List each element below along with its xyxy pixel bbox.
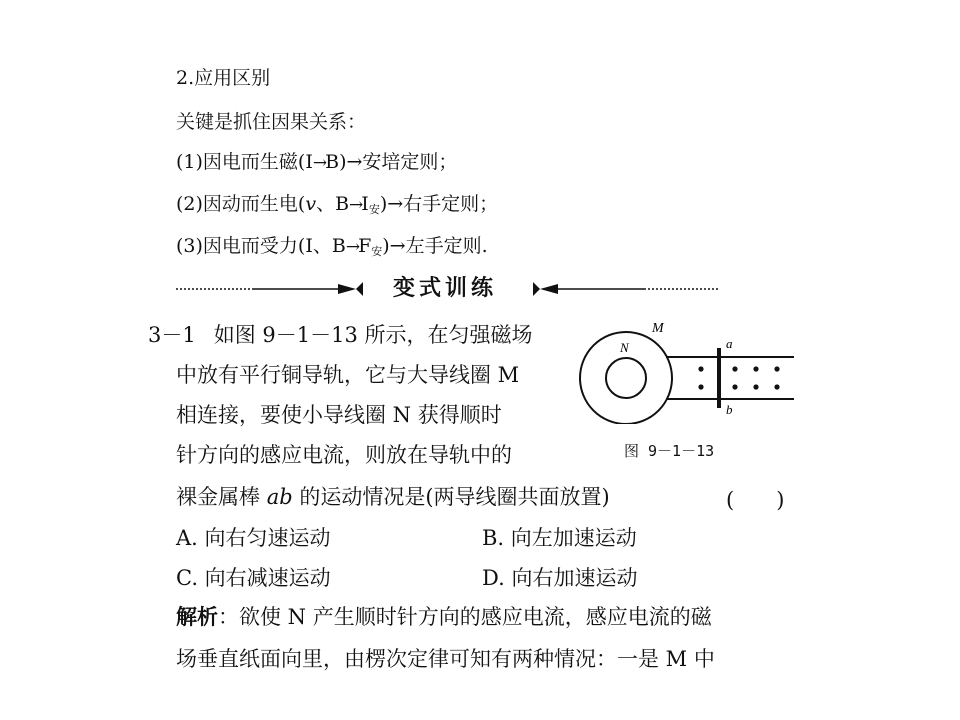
left-arrow-head-icon (338, 284, 356, 294)
label-a: a (726, 336, 733, 351)
label-m: M (652, 321, 664, 336)
figure-caption: 图 9－1－13 (624, 442, 715, 460)
rule-1-I: I (305, 151, 313, 173)
rule-2-prefix: (2)因动而生电( (176, 193, 306, 215)
arrow-icon: → (349, 195, 362, 215)
rule-3 (176, 234, 488, 264)
option-c[interactable]: C. 向右减速运动 (176, 566, 331, 590)
label-n: N (620, 340, 629, 355)
question-text-1: 如图 9－1－13 所示，在匀强磁场 (213, 323, 533, 347)
section-heading: 2.应用区别 (176, 67, 271, 89)
question-line-3: 相连接，要使小导线圈 N 获得顺时 (176, 403, 502, 427)
rule-3-B: B (331, 235, 346, 257)
question-line-5 (176, 484, 610, 510)
rule-3-F: F (358, 235, 372, 257)
rule-3-sep: 、 (312, 235, 332, 257)
option-a[interactable]: A. 向右匀速运动 (176, 526, 331, 550)
magnetic-field-dots (698, 366, 779, 389)
rule-3-suffix: )→左手定则. (382, 235, 488, 257)
rule-1-prefix: (1)因电而生磁( (176, 151, 306, 173)
question-number: 3－1 (148, 323, 196, 347)
question-text-5-post: 的运动情况是(两导线圈共面放置) (292, 485, 610, 509)
rule-3-I: I (305, 235, 313, 257)
banner-title: 变式训练 (392, 276, 497, 301)
question-line-4: 针方向的感应电流，则放在导轨中的 (176, 443, 512, 467)
rule-2-v: v (305, 193, 317, 215)
figure-9-1-13 (574, 314, 800, 424)
answer-bracket: ( ) (726, 488, 785, 512)
coil-n (606, 358, 646, 398)
question-line-2: 中放有平行铜导轨，它与大导线圈 M (176, 363, 520, 387)
label-b: b (726, 402, 733, 417)
rule-2-suffix: )→右手定则； (379, 193, 499, 215)
rule-2 (176, 192, 498, 222)
analysis-line-1 (176, 604, 712, 630)
rule-1-B: B (325, 151, 340, 173)
rod-ab-label: ab (266, 485, 293, 509)
option-d[interactable]: D. 向右加速运动 (482, 566, 638, 590)
analysis-line-2: 场垂直纸面向里，由楞次定律可知有两种情况：一是 M 中 (176, 647, 715, 671)
arrow-icon: → (345, 237, 359, 257)
analysis-text-1: ：欲使 N 产生顺时针方向的感应电流，感应电流的磁 (218, 605, 712, 629)
question-text-5-pre: 裸金属棒 (176, 485, 267, 509)
rule-2-subscript: 安 (368, 203, 380, 216)
rule-1 (176, 150, 457, 175)
rule-1-suffix: )→安培定则； (339, 151, 458, 173)
option-b[interactable]: B. 向左加速运动 (482, 526, 637, 550)
rule-3-subscript: 安 (371, 245, 383, 258)
question-line-1 (148, 322, 533, 348)
key-point: 关键是抓住因果关系： (176, 111, 367, 133)
arrow-icon: → (312, 153, 326, 173)
rule-3-prefix: (3)因电而受力( (176, 235, 306, 257)
rule-2-B: B (335, 193, 350, 215)
rule-2-sep: 、 (316, 193, 336, 215)
analysis-label: 解析 (176, 605, 218, 629)
rule-2-I: I (361, 193, 369, 215)
